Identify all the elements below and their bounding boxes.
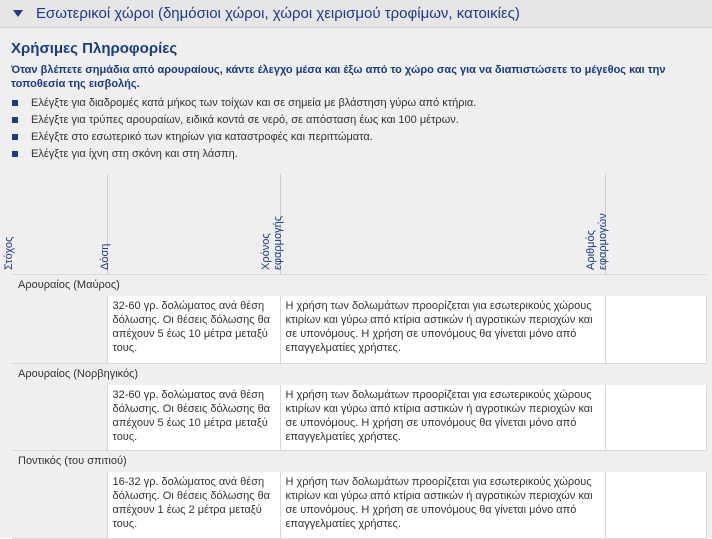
application-count-cell: [605, 296, 706, 363]
table-row: [12, 296, 706, 363]
header-target: Στόχος: [12, 174, 107, 275]
section-header-indoor[interactable]: [0, 0, 712, 28]
header-application-count: Αριθμός εφαρμογών: [584, 213, 609, 270]
table-group-row: [12, 451, 706, 473]
bullet-square-icon: [12, 134, 18, 140]
dosage-table: [3, 174, 706, 538]
table-row: [12, 472, 706, 538]
list-item: Ελέγξτε για διαδρομές κατά μήκος των τοίχων και σε σημεία με βλάστηση γύρω από κτήρια.: [11, 96, 476, 113]
info-bullet-list: [11, 96, 476, 164]
dose-cell: 16-32 γρ. δολώματος ανά θέση δόλωσης. Οι θέσεις δόλωσης θα απέχουν 1 έως 2 μέτρα μεταξύ τους.: [107, 472, 280, 538]
info-title: Χρήσιμες Πληροφορίες: [11, 40, 178, 57]
application-time-cell: Η χρήση των δολωμάτων προορίζεται για εσωτερικούς χώρους κτιρίων και γύρω από κτίρια αστικών ή αγροτικών περιοχών και σε υπονόμους. Η χρήση σε υπονόμους θα γίνεται μόνο από επαγγελματίες χρήστες.: [280, 296, 605, 363]
table-group-row: [12, 363, 706, 385]
target-name: Αρουραίος (Μαύρος): [12, 275, 706, 297]
dose-cell: 32-60 γρ. δολώματος ανά θέση δόλωσης. Οι θέσεις δόλωσης θα απέχουν 5 έως 10 μέτρα μεταξύ τους.: [107, 296, 280, 363]
section-title[interactable]: Εσωτερικοί χώροι (δημόσιοι χώροι, χώροι χειρισμού τροφίμων, κατοικίες): [36, 5, 520, 22]
target-name: Αρουραίος (Νορβηγικός): [12, 363, 706, 385]
bullet-square-icon: [12, 100, 18, 106]
list-item: Ελέγξτε για ίχνη στη σκόνη και στη λάσπη.: [11, 147, 476, 164]
table-group-row: [12, 275, 706, 297]
collapse-triangle-icon[interactable]: [13, 10, 23, 17]
target-name: Ποντικός (του σπιτιού): [12, 451, 706, 473]
application-time-cell: Η χρήση των δολωμάτων προορίζεται για εσωτερικούς χώρους κτιρίων και γύρω από κτίρια αστικών ή αγροτικών περιοχών και σε υπονόμους. Η χρήση σε υπονόμους θα γίνεται μόνο από επαγγελματίες χρήστες.: [280, 385, 605, 451]
table-header-row: [12, 174, 706, 275]
section-content: [0, 28, 712, 538]
dose-cell: 32-60 γρ. δολώματος ανά θέση δόλωσης. Οι θέσεις δόλωσης θα απέχουν 5 έως 10 μέτρα μεταξύ τους.: [107, 385, 280, 451]
info-intro: Όταν βλέπετε σημάδια από αρουραίους, κάντε έλεγχο μέσα και έξω από το χώρο σας για να διαπιστώσετε το μέγεθος και την τοποθεσία της εισβολής.: [11, 64, 666, 90]
application-count-cell: [605, 385, 706, 451]
header-dose: Δόση: [107, 174, 280, 275]
bullet-square-icon: [12, 151, 18, 157]
application-time-cell: Η χρήση των δολωμάτων προορίζεται για εσωτερικούς χώρους κτιρίων και γύρω από κτίρια αστικών ή αγροτικών περιοχών και σε υπονόμους. Η χρήση σε υπονόμους θα γίνεται μόνο από επαγγελματίες χρήστες.: [280, 472, 605, 538]
application-count-cell: [605, 472, 706, 538]
table-row: [12, 385, 706, 451]
header-application-time: Χρόνος εφαρμογής: [280, 174, 605, 275]
bullet-square-icon: [12, 117, 18, 123]
list-item: Ελέγξτε για τρύπες αρουραίων, ειδικά κοντά σε νερό, σε απόσταση έως και 100 μέτρων.: [11, 113, 476, 130]
list-item: Ελέγξτε στο εσωτερικό των κτηρίων για καταστροφές και περιττώματα.: [11, 130, 476, 147]
